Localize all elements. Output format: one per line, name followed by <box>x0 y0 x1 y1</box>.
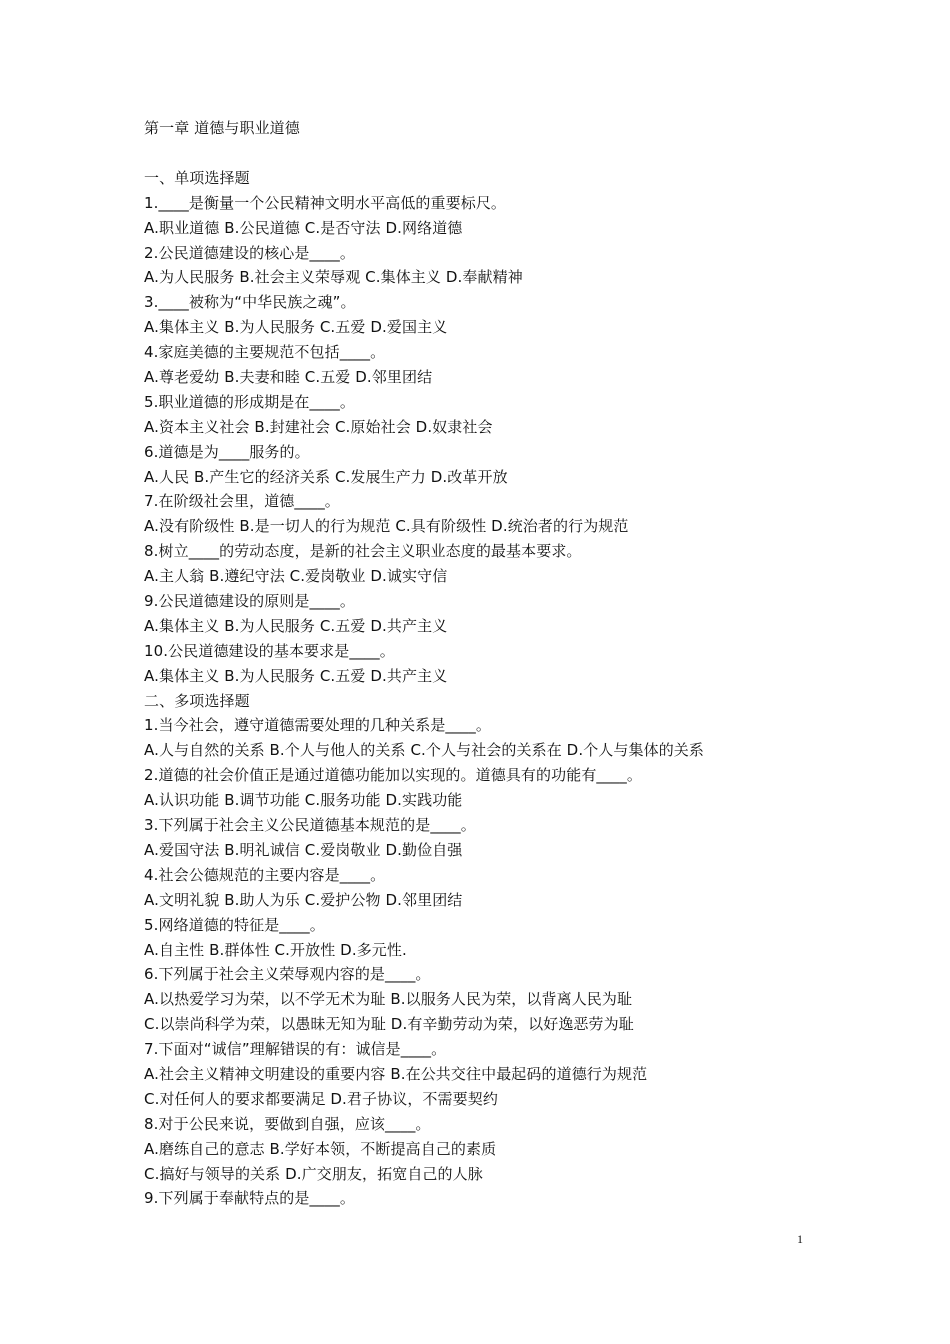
text-line: 8.对于公民来说，要做到自强，应该____。 <box>144 1114 431 1133</box>
chapter-title: 第一章 道德与职业道德 <box>144 119 300 137</box>
text-line <box>144 1211 834 1236</box>
text-line: A.主人翁 B.遵纪守法 C.爱岗敬业 D.诚实守信 <box>144 567 448 586</box>
text-line: 6.下列属于社会主义荣辱观内容的是____。 <box>144 965 431 984</box>
text-line: 6.道德是为____服务的。 <box>144 442 310 461</box>
text-line: 3.下列属于社会主义公民道德基本规范的是____。 <box>144 816 476 835</box>
text-line: A.磨练自己的意志 B.学好本领，不断提高自己的素质 <box>144 1139 497 1158</box>
text-line: A.集体主义 B.为人民服务 C.五爱 D.爱国主义 <box>144 318 448 337</box>
text-line: A.资本主义社会 B.封建社会 C.原始社会 D.奴隶社会 <box>144 417 493 436</box>
text-line: 2.公民道德建设的核心是____。 <box>144 243 356 262</box>
text-line: C.对任何人的要求都要满足 D.君子协议，不需要契约 <box>144 1089 498 1108</box>
text-line: A.职业道德 B.公民道德 C.是否守法 D.网络道德 <box>144 218 463 237</box>
text-line: 1.____是衡量一个公民精神文明水平高低的重要标尺。 <box>144 193 507 212</box>
text-line: A.为人民服务 B.社会主义荣辱观 C.集体主义 D.奉献精神 <box>144 268 523 287</box>
page-number: 1 <box>797 1232 803 1246</box>
text-line: C.搞好与领导的关系 D.广交朋友，拓宽自己的人脉 <box>144 1164 483 1183</box>
text-line: A.认识功能 B.调节功能 C.服务功能 D.实践功能 <box>144 791 463 810</box>
text-line: 4.社会公德规范的主要内容是____。 <box>144 865 386 884</box>
text-line: 9.公民道德建设的原则是____。 <box>144 592 356 611</box>
text-line: 1.当今社会，遵守道德需要处理的几种关系是____。 <box>144 716 491 735</box>
text-line: 4.家庭美德的主要规范不包括____。 <box>144 343 386 362</box>
text-line: 7.下面对“诚信”理解错误的有：诚信是____。 <box>144 1040 447 1059</box>
text-line: A.社会主义精神文明建设的重要内容 B.在公共交往中最起码的道德行为规范 <box>144 1064 648 1083</box>
text-line: A.集体主义 B.为人民服务 C.五爱 D.共产主义 <box>144 616 448 635</box>
text-line: A.人与自然的关系 B.个人与他人的关系 C.个人与社会的关系在 D.个人与集体的关系 <box>144 741 704 760</box>
text-line: A.文明礼貌 B.助人为乐 C.爱护公物 D.邻里团结 <box>144 890 463 909</box>
document-body <box>144 116 834 1236</box>
text-line: 2.道德的社会价值正是通过道德功能加以实现的。道德具有的功能有____。 <box>144 766 642 785</box>
text-line: A.以热爱学习为荣，以不学无术为耻 B.以服务人民为荣，以背离人民为耻 <box>144 990 633 1009</box>
section-single-choice <box>144 166 834 689</box>
text-line: 5.职业道德的形成期是在____。 <box>144 392 356 411</box>
section-multiple-choice <box>144 689 834 1237</box>
text-line: A.爱国守法 B.明礼诚信 C.爱岗敬业 D.勤俭自强 <box>144 840 463 859</box>
text-line: 10.公民道德建设的基本要求是____。 <box>144 641 395 660</box>
text-line: 9.下列属于奉献特点的是____。 <box>144 1189 356 1208</box>
text-line: 3.____被称为“中华民族之魂”。 <box>144 293 356 312</box>
section-heading: 二、多项选择题 <box>144 691 250 710</box>
text-line: 7.在阶级社会里，道德____。 <box>144 492 340 511</box>
text-line: A.没有阶级性 B.是一切人的行为规范 C.具有阶级性 D.统治者的行为规范 <box>144 517 629 536</box>
text-line: A.尊老爱幼 B.夫妻和睦 C.五爱 D.邻里团结 <box>144 368 433 387</box>
text-line: A.人民 B.产生它的经济关系 C.发展生产力 D.改革开放 <box>144 467 508 486</box>
text-line: 8.树立____的劳动态度，是新的社会主义职业态度的最基本要求。 <box>144 542 582 561</box>
text-line: 5.网络道德的特征是____。 <box>144 915 325 934</box>
text-line: A.自主性 B.群体性 C.开放性 D.多元性. <box>144 940 407 959</box>
section-heading: 一、单项选择题 <box>144 168 250 187</box>
text-line: C.以崇尚科学为荣，以愚昧无知为耻 D.有辛勤劳动为荣，以好逸恶劳为耻 <box>144 1015 634 1034</box>
text-line: A.集体主义 B.为人民服务 C.五爱 D.共产主义 <box>144 666 448 685</box>
